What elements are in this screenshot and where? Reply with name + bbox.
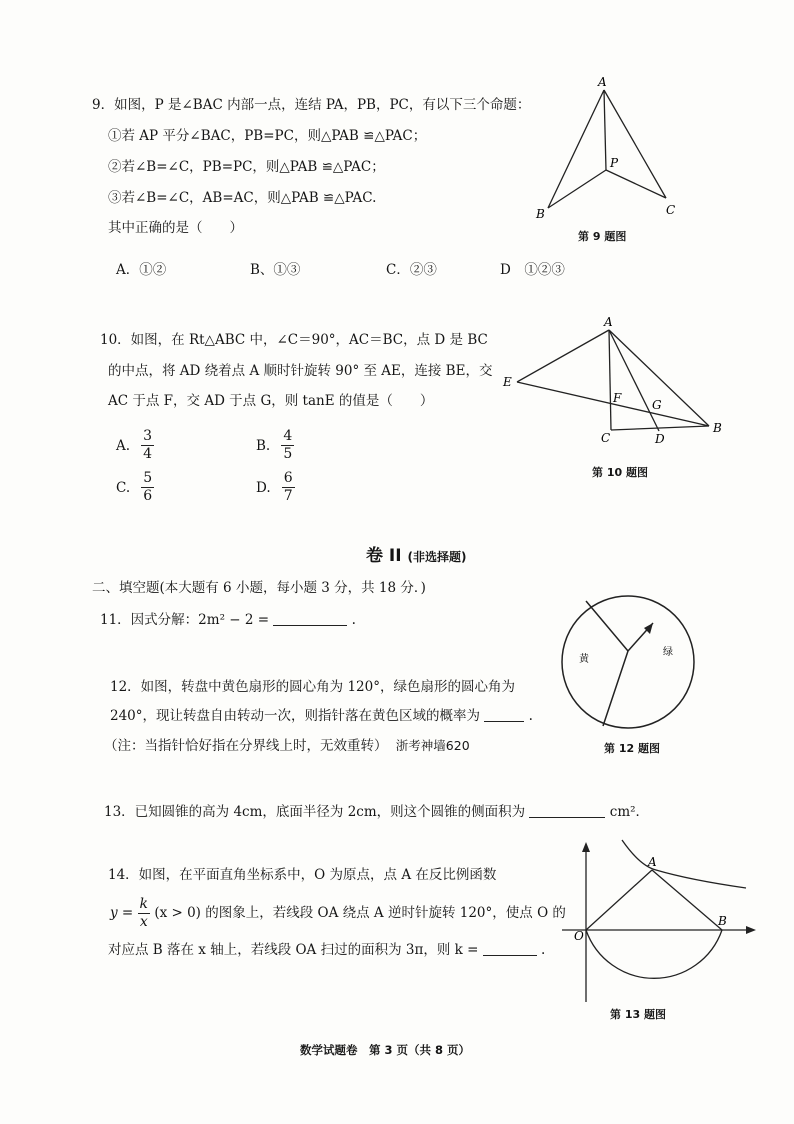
q10-option-d — [256, 470, 295, 505]
q14-label-o: O — [574, 929, 584, 943]
q14-answer-blank[interactable] — [483, 941, 537, 956]
q9-option-d: D ①②③ — [500, 262, 565, 278]
q10-figure — [495, 312, 735, 452]
q12-yellow-label: 黄 — [579, 654, 589, 665]
q10-option-c-label: C. — [116, 480, 131, 496]
q10-option-b-denominator: 5 — [283, 446, 293, 462]
q9-option-c: C．②③ — [386, 262, 437, 278]
q13-unit: cm²． — [609, 804, 650, 820]
part2-title: 卷 II — [366, 546, 402, 566]
q12-line-2 — [110, 706, 533, 726]
q11-text: 11．因式分解：2m² − 2 = — [100, 612, 270, 628]
q14-figure — [560, 836, 760, 1006]
q13-text: 13．已知圆锥的高为 4cm，底面半径为 2cm，则这个圆锥的侧面积为 — [104, 804, 526, 820]
q13 — [104, 802, 649, 822]
q9-question: 其中正确的是（ ） — [108, 220, 243, 236]
part2-subtitle: (非选择题) — [407, 550, 467, 564]
q10-option-a-label: A. — [116, 438, 131, 454]
q12-green-label: 绿 — [663, 647, 673, 658]
q12-answer-blank[interactable] — [484, 707, 524, 722]
q10-option-a — [116, 428, 154, 463]
q10-option-d-label: D. — [256, 480, 271, 496]
q10-figure-caption: 第 10 题图 — [592, 466, 648, 479]
q9-intro: 9．如图，P 是∠BAC 内部一点，连结 PA，PB，PC，有以下三个命题： — [92, 97, 531, 113]
part2-heading — [366, 541, 466, 566]
q12-line-2-end: . — [528, 708, 533, 724]
q12-note: （注：当指针恰好指在分界线上时，无效重转） — [104, 738, 388, 754]
q10-option-d-denominator: 7 — [283, 488, 293, 504]
q10-label-c: C — [601, 431, 611, 445]
q9-label-b: B — [536, 207, 545, 220]
q9-option-a: A．①② — [116, 262, 167, 278]
q14-line-3-text: 对应点 B 落在 x 轴上，若线段 OA 扫过的面积为 3π，则 k = — [108, 942, 479, 958]
q11 — [100, 610, 356, 630]
q9-statement-2: ②若∠B=∠C，PB=PC，则△PAB ≌△PAC； — [108, 159, 385, 175]
q11-end: . — [351, 612, 356, 628]
q9-statement-1: ①若 AP 平分∠BAC，PB=PC，则△PAB ≌△PAC； — [108, 128, 427, 144]
q14-line-3 — [108, 940, 545, 960]
q12-spinner-figure — [553, 587, 703, 737]
q14-line-2 — [110, 896, 566, 931]
q14-line-1: 14．如图，在平面直角坐标系中，O 为原点，点 A 在反比例函数 — [108, 867, 497, 883]
q11-answer-blank[interactable] — [273, 611, 347, 626]
q14-func-numerator: k — [139, 896, 149, 912]
q14-figure-caption: 第 13 题图 — [610, 1008, 666, 1021]
q10-label-f: F — [613, 391, 622, 405]
q12-watermark: 浙考神墙620 — [395, 738, 470, 753]
q14-label-b: B — [718, 914, 727, 928]
q10-option-c-denominator: 6 — [143, 488, 153, 504]
q14-line-2-text: (x > 0) 的图象上，若线段 OA 绕点 A 逆时针旋转 120°，使点 O 的 — [154, 905, 566, 921]
q12-line-1: 12．如图，转盘中黄色扇形的圆心角为 120°，绿色扇形的圆心角为 — [110, 679, 515, 695]
q10-option-d-numerator: 6 — [283, 470, 293, 486]
q10-label-e: E — [503, 375, 512, 389]
q10-option-c — [116, 470, 154, 505]
page-footer: 数学试题卷 第 3 页（共 8 页） — [300, 1043, 471, 1057]
q10-label-b: B — [713, 421, 722, 435]
q9-label-a: A — [598, 75, 607, 89]
q10-option-b — [256, 428, 294, 463]
q10-label-g: G — [652, 398, 662, 412]
q9-figure-caption: 第 9 题图 — [578, 230, 627, 243]
q9-option-b: B、①③ — [250, 262, 301, 278]
q14-line-3-end: . — [541, 942, 546, 958]
q12-line-2-text: 240°，现让转盘自由转动一次，则指针落在黄色区域的概率为 — [110, 708, 481, 724]
q10-label-d: D — [655, 432, 665, 446]
q10-option-a-denominator: 4 — [143, 446, 153, 462]
q9-figure — [530, 70, 690, 220]
y-axis-arrow-icon — [582, 842, 590, 852]
q12-note-line — [104, 736, 470, 756]
q10-option-c-numerator: 5 — [143, 470, 153, 486]
q10-line-1: 10．如图，在 Rt△ABC 中，∠C＝90°，AC＝BC，点 D 是 BC — [100, 332, 488, 348]
q9-statement-3: ③若∠B=∠C，AB=AC，则△PAB ≌△PAC. — [108, 190, 377, 206]
section-fill-blank-header: 二、填空题(本大题有 6 小题，每小题 3 分，共 18 分．) — [92, 580, 426, 596]
q13-answer-blank[interactable] — [529, 803, 605, 818]
q10-line-2: 的中点，将 AD 绕着点 A 顺时针旋转 90° 至 AE，连接 BE，交 — [108, 363, 493, 379]
q12-figure-caption: 第 12 题图 — [604, 742, 660, 755]
q10-option-a-numerator: 3 — [143, 428, 153, 444]
q9-label-p: P — [610, 156, 619, 170]
q10-label-a: A — [604, 315, 613, 329]
q9-label-c: C — [666, 203, 676, 217]
q14-func-y: y = — [110, 905, 134, 921]
q14-func-denominator: x — [139, 914, 148, 930]
q14-label-a: A — [648, 855, 657, 869]
x-axis-arrow-icon — [746, 926, 756, 934]
q10-option-b-numerator: 4 — [283, 428, 293, 444]
q10-option-b-label: B. — [256, 438, 271, 454]
q10-line-3: AC 于点 F，交 AD 于点 G，则 tanE 的值是（ ） — [108, 393, 434, 409]
